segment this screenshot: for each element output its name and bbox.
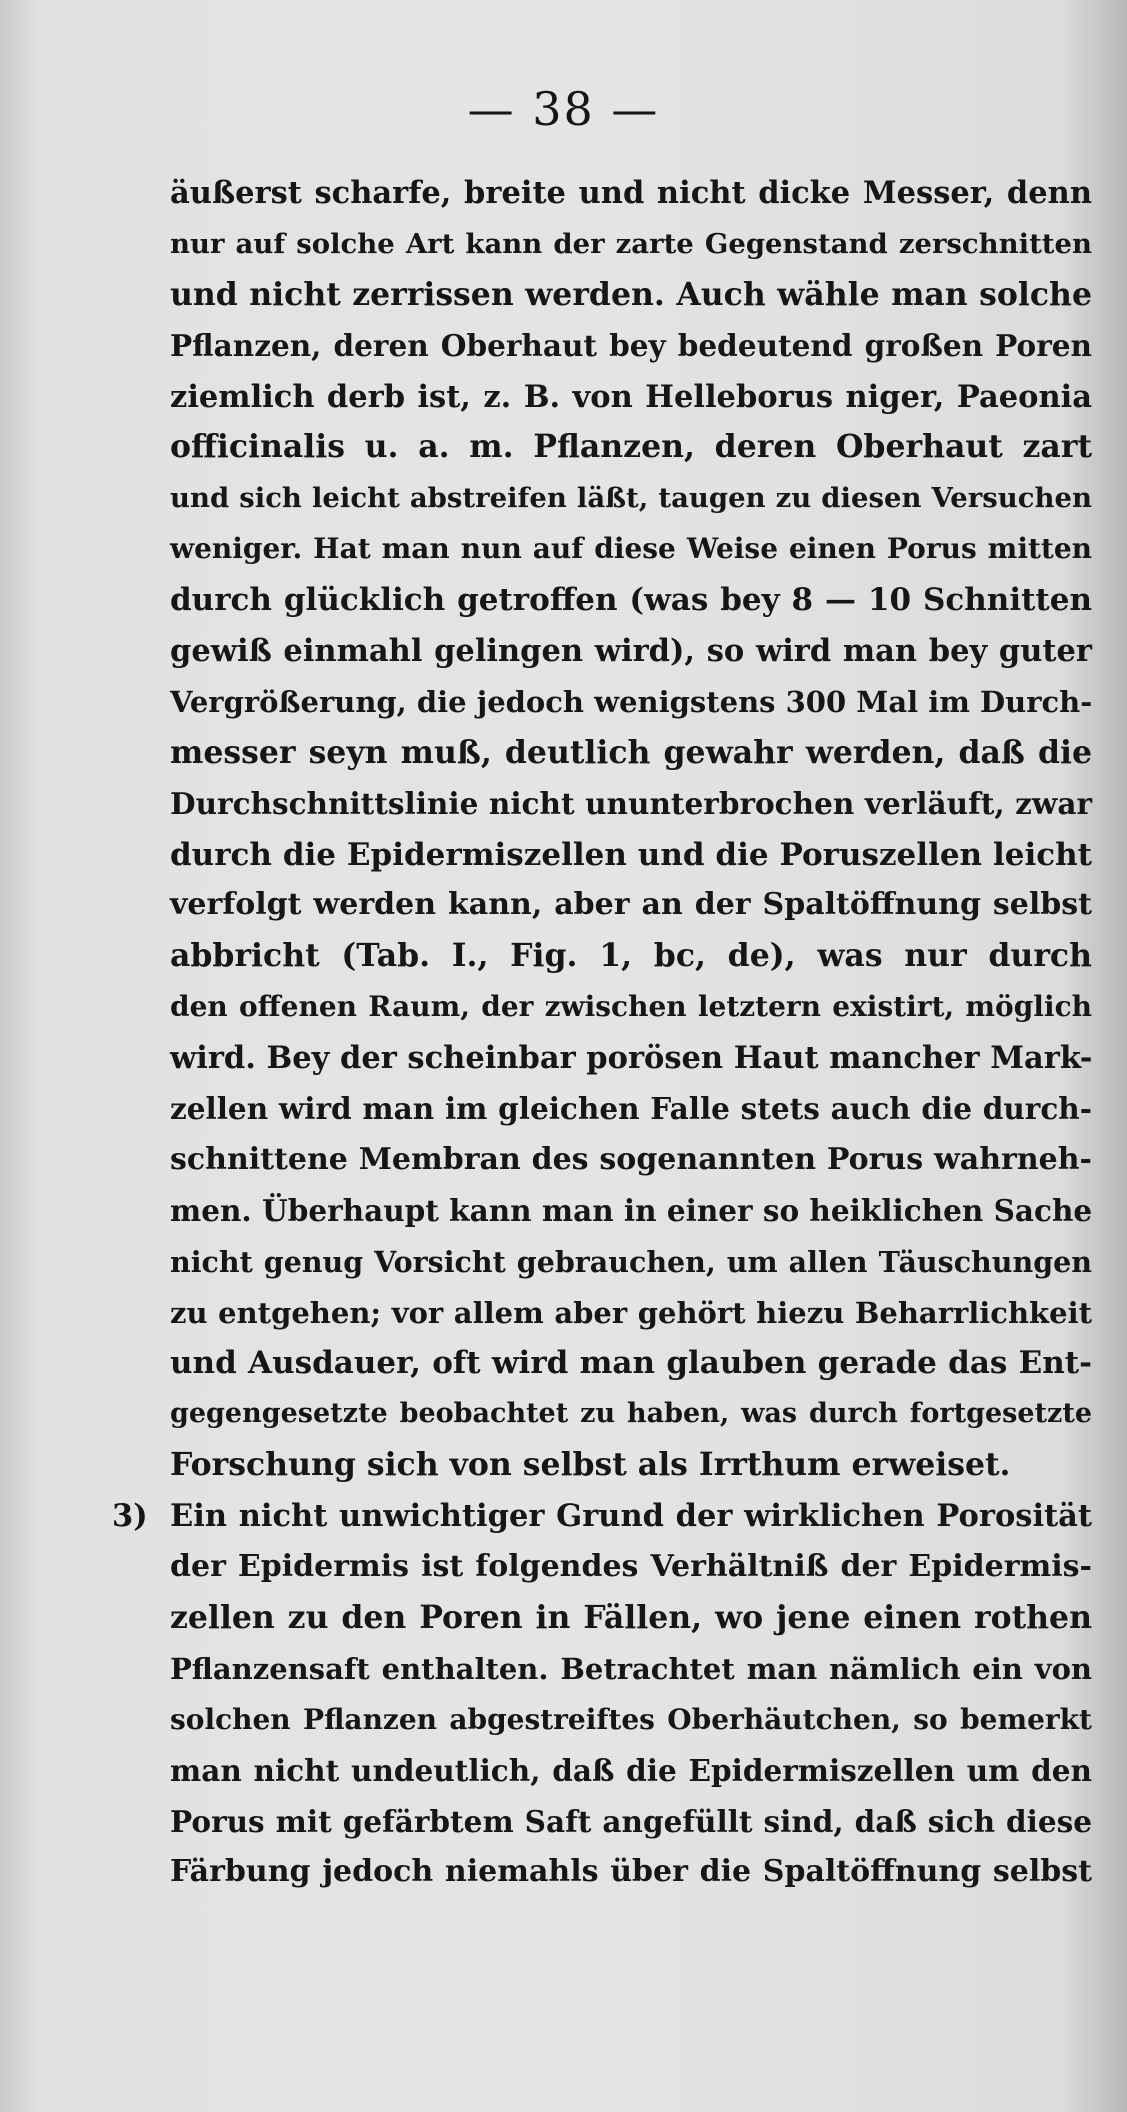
text-line: und Ausdauer, oft wird man glauben gerade das Ent- (170, 1345, 1092, 1382)
text-line: der Epidermis ist folgendes Verhältniß der Epidermis- (170, 1549, 1092, 1585)
text-line: wird. Bey der scheinbar porösen Haut mancher Mark- (170, 1040, 1093, 1077)
text-line: Pflanzensaft enthalten. Betrachtet man nämlich ein von (170, 1651, 1092, 1686)
text-line: und nicht zerrissen werden. Auch wähle man solche (170, 275, 1092, 313)
list-item-3-first-line (112, 1491, 1092, 1542)
list-item-marker: 3) (112, 1498, 148, 1535)
text-line: Vergrößerung, die jedoch wenigstens 300 Mal im Durch- (170, 684, 1093, 719)
text-line: zellen zu den Poren in Fällen, wo jene einen rothen (170, 1598, 1092, 1636)
text-line: äußerst scharfe, breite und nicht dicke Messer, denn (170, 175, 1092, 211)
text-line: schnittene Membran des sogenannten Porus wahrneh- (170, 1141, 1092, 1177)
text-line: ziemlich derb ist, z. B. von Helleborus niger, Paeonia (170, 378, 1092, 415)
text-line: nur auf solche Art kann der zarte Gegenstand zerschnitten (170, 227, 1092, 260)
body-text (112, 168, 1093, 1898)
text-line: Färbung jedoch niemahls über die Spaltöffnung selbst (170, 1854, 1092, 1890)
text-line: zellen wird man im gleichen Falle stets auch die durch- (170, 1091, 1092, 1127)
text-line: solchen Pflanzen abgestreiftes Oberhäutchen, so bemerkt (170, 1702, 1092, 1736)
text-line: durch die Epidermiszellen und die Poruszellen leicht (170, 836, 1092, 873)
text-line: Pflanzen, deren Oberhaut bey bedeutend großen Poren (170, 327, 1092, 363)
text-line: nicht genug Vorsicht gebrauchen, um allen Täuschungen (170, 1244, 1092, 1279)
text-line: den offenen Raum, der zwischen letztern existirt, möglich (170, 990, 1092, 1024)
text-line: Durchschnittslinie nicht ununterbrochen verläuft, zwar (170, 785, 1092, 821)
text-line: zu entgehen; vor allem aber gehört hiezu Beharrlichkeit (170, 1295, 1092, 1330)
text-line: man nicht undeutlich, daß die Epidermiszellen um den (170, 1752, 1092, 1788)
text-line: Ein nicht unwichtiger Grund der wirklichen Porosität (170, 1498, 1092, 1535)
text-line: gegengesetzte beobachtet zu haben, was durch fortgesetzte (170, 1398, 1092, 1430)
text-line: men. Überhaupt kann man in einer so heiklichen Sache (170, 1192, 1093, 1228)
text-line: officinalis u. a. m. Pflanzen, deren Oberhaut zart (170, 428, 1092, 466)
text-line: messer seyn muß, deutlich gewahr werden, daß die (170, 733, 1092, 771)
text-line: Forschung sich von selbst als Irrthum erweiset. (170, 1446, 1011, 1484)
text-line: Porus mit gefärbtem Saft angefüllt sind, daß sich diese (170, 1803, 1092, 1839)
text-line: und sich leicht abstreifen läßt, taugen zu diesen Versuchen (170, 482, 1092, 515)
text-line: abbricht (Tab. I., Fig. 1, bc, de), was nur durch (170, 937, 1092, 975)
text-line: durch glücklich getroffen (was bey 8 — 10 Schnitten (170, 582, 1092, 619)
text-line: verfolgt werden kann, aber an der Spaltöffnung selbst (170, 887, 1092, 923)
text-line: gewiß einmahl gelingen wird), so wird man bey guter (170, 633, 1092, 670)
text-line: weniger. Hat man nun auf diese Weise einen Porus mitten (170, 532, 1092, 566)
page-number: — 38 — (467, 82, 660, 136)
